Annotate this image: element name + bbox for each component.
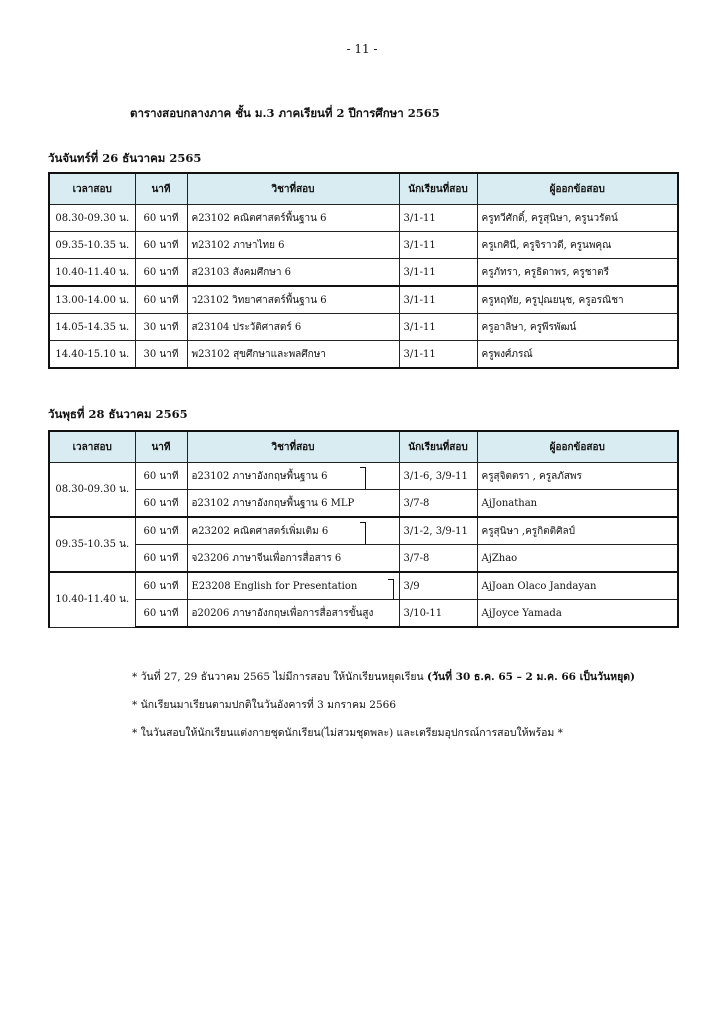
header-subject: วิชาที่สอบ	[187, 173, 399, 205]
note-no-exam: * วันที่ 27, 29 ธันวาคม 2565 ไม่มีการสอบ ให้นักเรียนหยุดเรียน (วันที่ 30 ธ.ค. 65 – 2 ม.ค. 66 เป็นวันหยุด)	[132, 671, 636, 683]
header-teachers: ผู้ออกข้อสอบ	[477, 173, 678, 205]
table-row: 14.40-15.10 น. 30 นาที พ23102 สุขศึกษาและพลศึกษา 3/1-11 ครูพงศ์ภรณ์	[49, 341, 678, 369]
header-time: เวลาสอบ	[49, 431, 135, 463]
document-title: ตารางสอบกลางภาค ชั้น ม.3 ภาคเรียนที่ 2 ปีการศึกษา 2565	[130, 106, 440, 120]
table-row: 08.30-09.30 น. 60 นาที ค23102 คณิตศาสตร์พื้นฐาน 6 3/1-11 ครูทวีศักดิ์, ครูสุนิษา, ครูนวรัตน์	[49, 205, 678, 232]
header-minutes: นาที	[135, 431, 187, 463]
table-row: 60 นาที จ23206 ภาษาจีนเพื่อการสื่อสาร 6 3/7-8 AjZhao	[49, 545, 678, 573]
day1-schedule-table	[48, 172, 679, 369]
header-teachers: ผู้ออกข้อสอบ	[477, 431, 678, 463]
note-normal-class: * นักเรียนมาเรียนตามปกติในวันอังคารที่ 3 มกราคม 2566	[132, 699, 397, 711]
header-students: นักเรียนที่สอบ	[399, 173, 477, 205]
header-minutes: นาที	[135, 173, 187, 205]
day1-heading: วันจันทร์ที่ 26 ธันวาคม 2565	[48, 151, 202, 165]
page-number: - 11 -	[346, 42, 378, 56]
day2-schedule-table	[48, 430, 679, 628]
group-bracket	[360, 522, 366, 545]
table-row: 13.00-14.00 น. 60 นาที ว23102 วิทยาศาสตร์พื้นฐาน 6 3/1-11 ครูหฤทัย, ครูปุณยนุช, ครูอรณิชา	[49, 286, 678, 314]
note-dress-code: * ในวันสอบให้นักเรียนแต่งกายชุดนักเรียน(ไม่สวมชุดพละ) และเตรียมอุปกรณ์การสอบให้พร้อม *	[132, 727, 563, 739]
group-bracket	[360, 467, 366, 490]
table-row: 08.30-09.30 น. 60 นาที อ23102 ภาษาอังกฤษพื้นฐาน 6 3/1-6, 3/9-11 ครูสุจิตตรา , ครูลภัสพร	[49, 463, 678, 490]
table-row: 14.05-14.35 น. 30 นาที ส23104 ประวัติศาสตร์ 6 3/1-11 ครูอาลิษา, ครูพีรพัฒน์	[49, 314, 678, 341]
group-bracket	[388, 579, 394, 600]
table-row: 09.35-10.35 น. 60 นาที ท23102 ภาษาไทย 6 3/1-11 ครูเกศินี, ครูจิราวดี, ครูนพคุณ	[49, 232, 678, 259]
header-time: เวลาสอบ	[49, 173, 135, 205]
table-row: 60 นาที อ23102 ภาษาอังกฤษพื้นฐาน 6 MLP 3/7-8 AjJonathan	[49, 490, 678, 518]
header-subject: วิชาที่สอบ	[187, 431, 399, 463]
table-row: 60 นาที อ20206 ภาษาอังกฤษเพื่อการสื่อสารขั้นสูง 3/10-11 AjJoyce Yamada	[49, 600, 678, 628]
subject-cell: อ23102 ภาษาอังกฤษพื้นฐาน 6	[192, 469, 395, 484]
table-row: 10.40-11.40 น. 60 นาที ส23103 สังคมศึกษา 6 3/1-11 ครูภัทรา, ครูธิดาพร, ครูชาตรี	[49, 259, 678, 287]
header-students: นักเรียนที่สอบ	[399, 431, 477, 463]
subject-cell: E23208 English for Presentation	[192, 581, 395, 592]
table-row: 09.35-10.35 น. 60 นาที ค23202 คณิตศาสตร์เพิ่มเติม 6 3/1-2, 3/9-11 ครูสุนิษา ,ครูกิตติศิลป์	[49, 517, 678, 545]
table-row: 10.40-11.40 น. 60 นาที E23208 English for Presentation 3/9 AjJoan Olaco Jandayan	[49, 572, 678, 600]
day2-heading: วันพุธที่ 28 ธันวาคม 2565	[48, 407, 188, 421]
subject-cell: ค23202 คณิตศาสตร์เพิ่มเติม 6	[192, 524, 395, 539]
